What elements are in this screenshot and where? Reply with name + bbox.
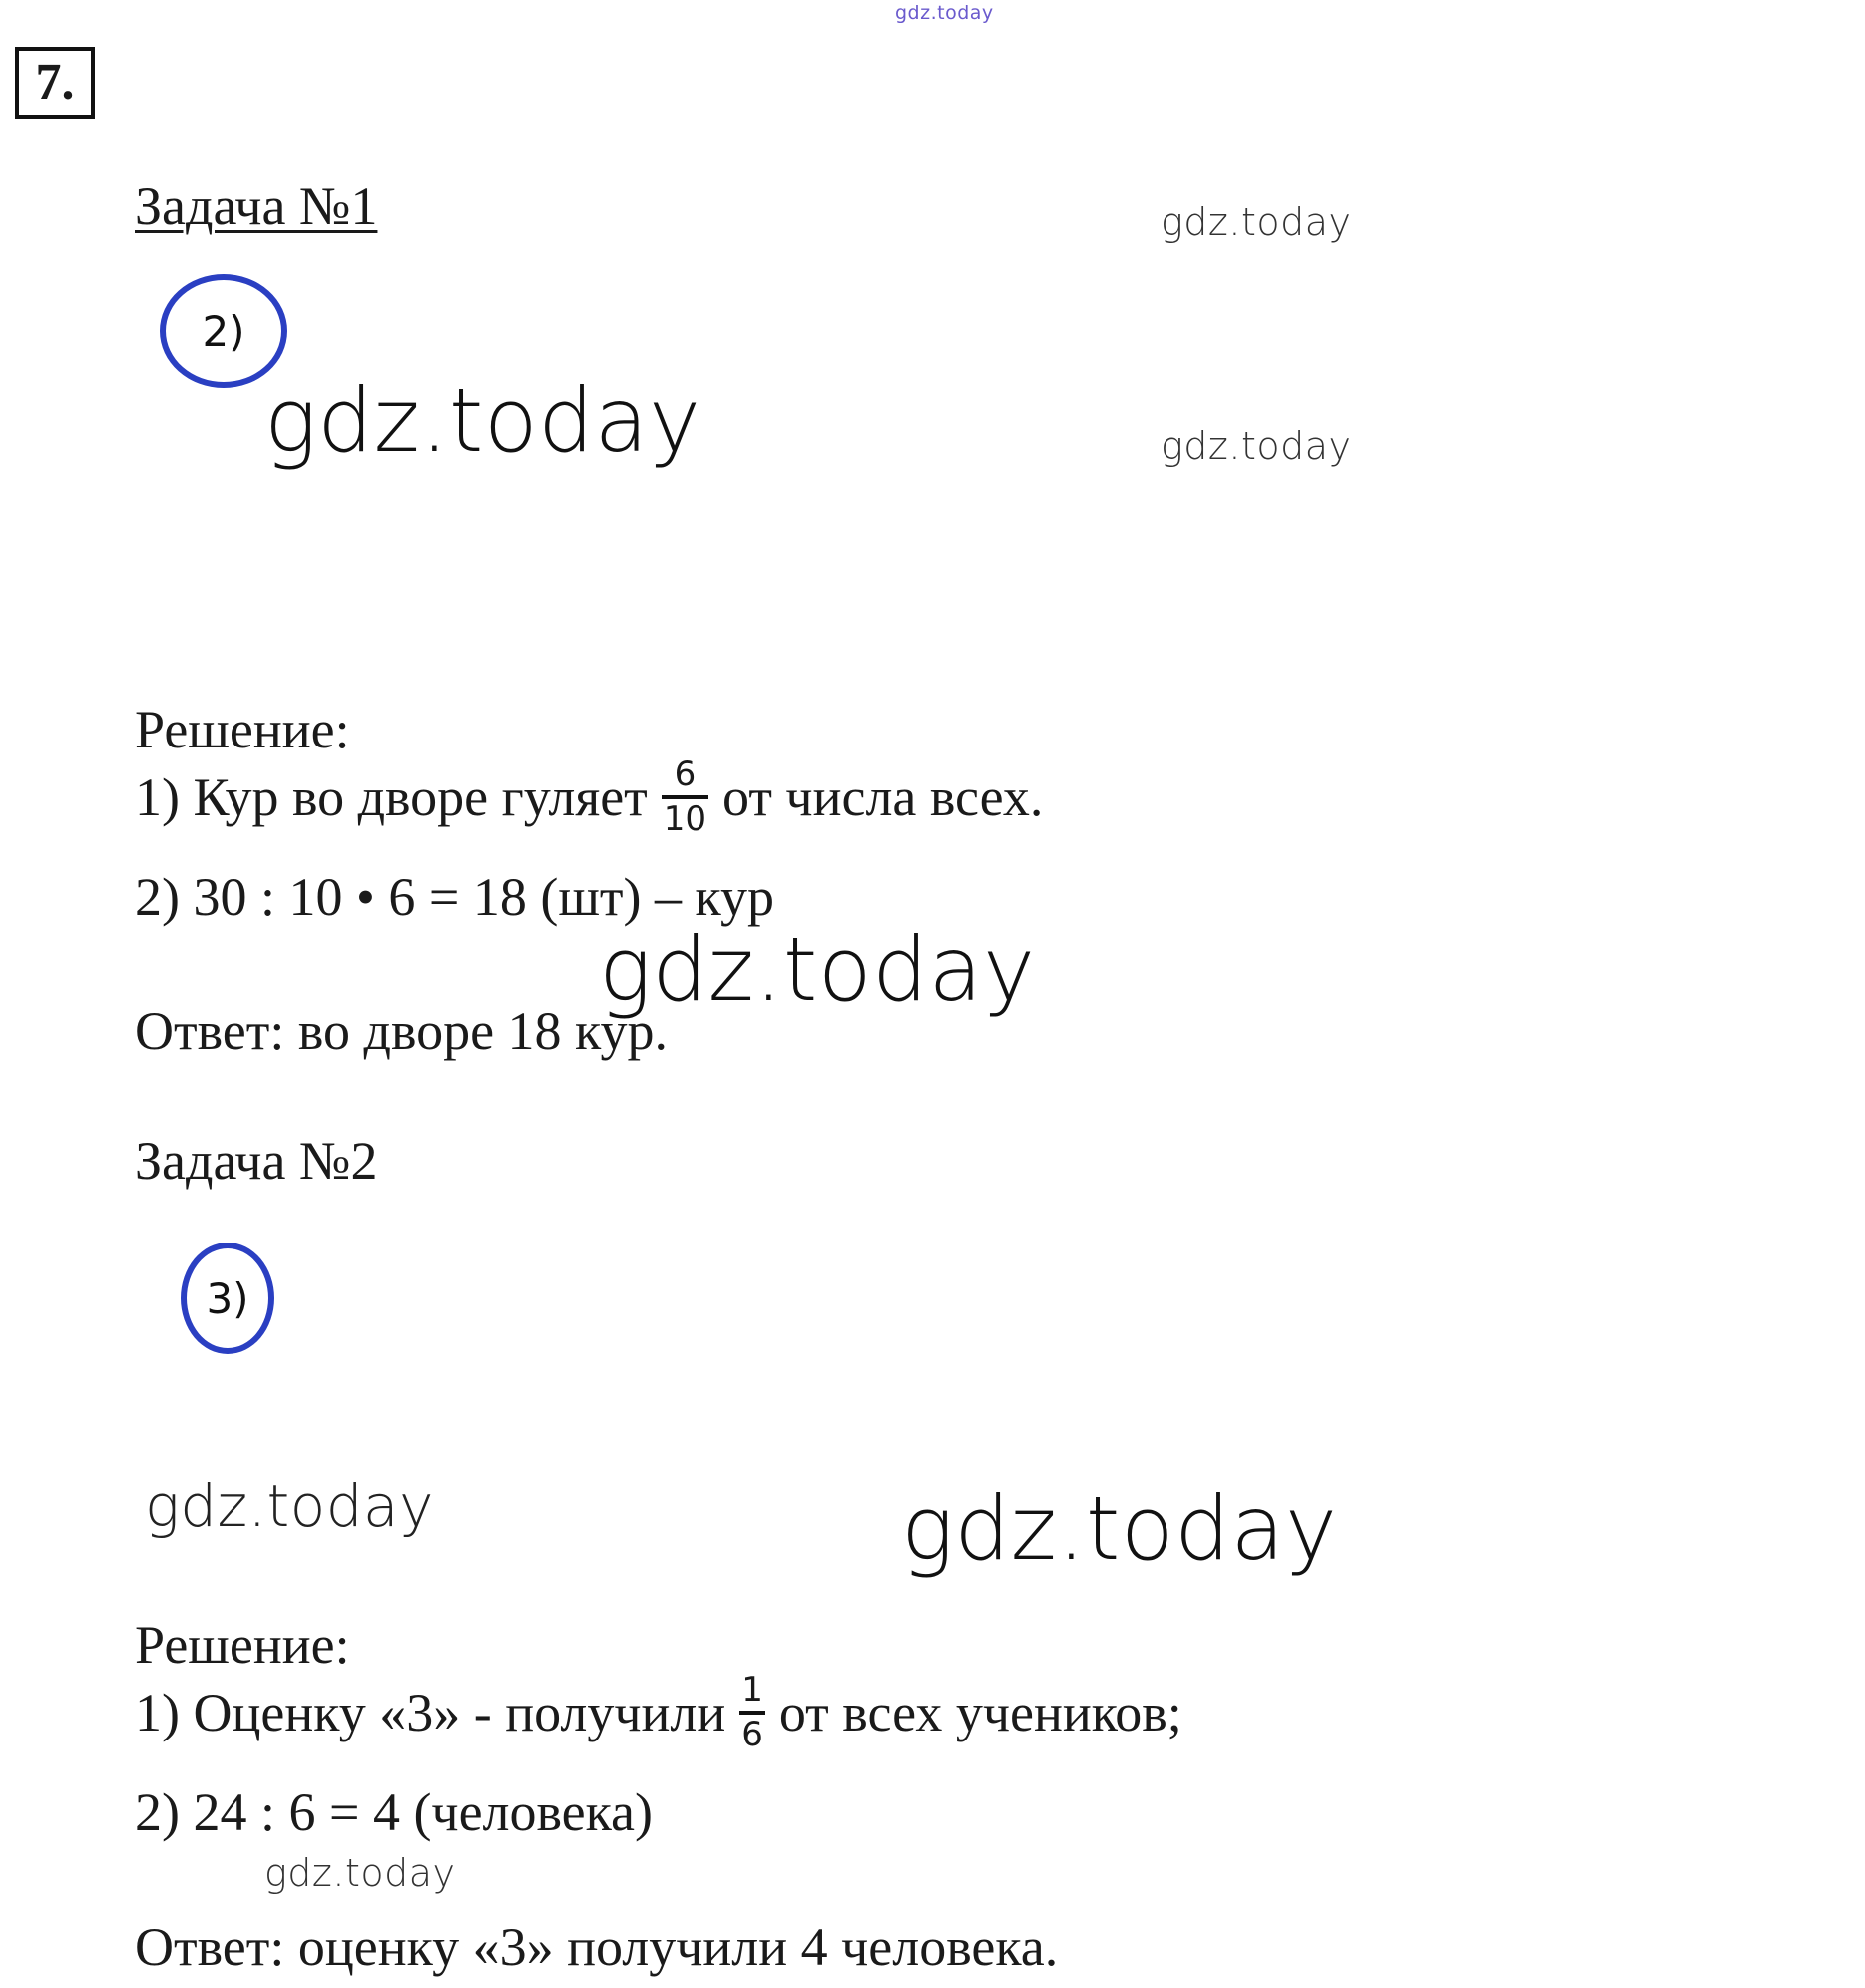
task2-fraction <box>739 1672 765 1754</box>
task2-heading: Задача №2 <box>135 1131 378 1191</box>
task2-step1-tail: от всех учеников; <box>778 1683 1182 1743</box>
task2-step1-text: 1) Оценку «3» - получили <box>135 1683 726 1743</box>
task2-step1 <box>135 1672 1182 1754</box>
task1-choice-label: 2) <box>202 306 245 356</box>
task1-step1-text: 1) Кур во дворе гуляет <box>135 767 648 828</box>
watermark-2: gdz.today <box>264 369 701 472</box>
watermark-4: gdz.today <box>599 918 1036 1021</box>
task1-heading: Задача №1 <box>135 176 378 236</box>
task2-answer <box>135 1916 1058 1978</box>
fraction-denominator: 6 <box>739 1711 765 1753</box>
task2-choice-label: 3) <box>206 1273 249 1323</box>
watermark-6: gdz.today <box>901 1477 1338 1580</box>
task1-solution-label: Решение: <box>135 700 350 759</box>
fraction-numerator: 6 <box>674 754 697 794</box>
task2-step2 <box>135 1781 653 1843</box>
watermark-1: gdz.today <box>1161 200 1352 244</box>
task1-step2-text: 2) 30 : 10 • 6 = 18 (шт) – кур <box>135 867 774 927</box>
task2-step2-text: 2) 24 : 6 = 4 (человека) <box>135 1782 654 1842</box>
task1-fraction <box>662 756 708 839</box>
watermark-7: gdz.today <box>264 1851 456 1895</box>
watermark-3: gdz.today <box>1161 424 1352 468</box>
task1-step1-tail: от числа всех. <box>722 767 1044 828</box>
task2-solution-label: Решение: <box>135 1615 350 1675</box>
task1-answer-text: Ответ: во дворе 18 кур. <box>135 1001 669 1061</box>
task1-answer <box>135 1000 668 1062</box>
watermark-top: gdz.today <box>895 2 994 24</box>
fraction-numerator: 1 <box>741 1670 763 1710</box>
watermark-5: gdz.today <box>145 1472 434 1540</box>
task1-step1 <box>135 756 1043 839</box>
exercise-number: 7. <box>15 47 95 119</box>
task2-answer-choice <box>181 1242 274 1354</box>
task2-answer-text: Ответ: оценку «3» получили 4 человека. <box>135 1917 1059 1977</box>
fraction-denominator: 10 <box>662 795 708 838</box>
